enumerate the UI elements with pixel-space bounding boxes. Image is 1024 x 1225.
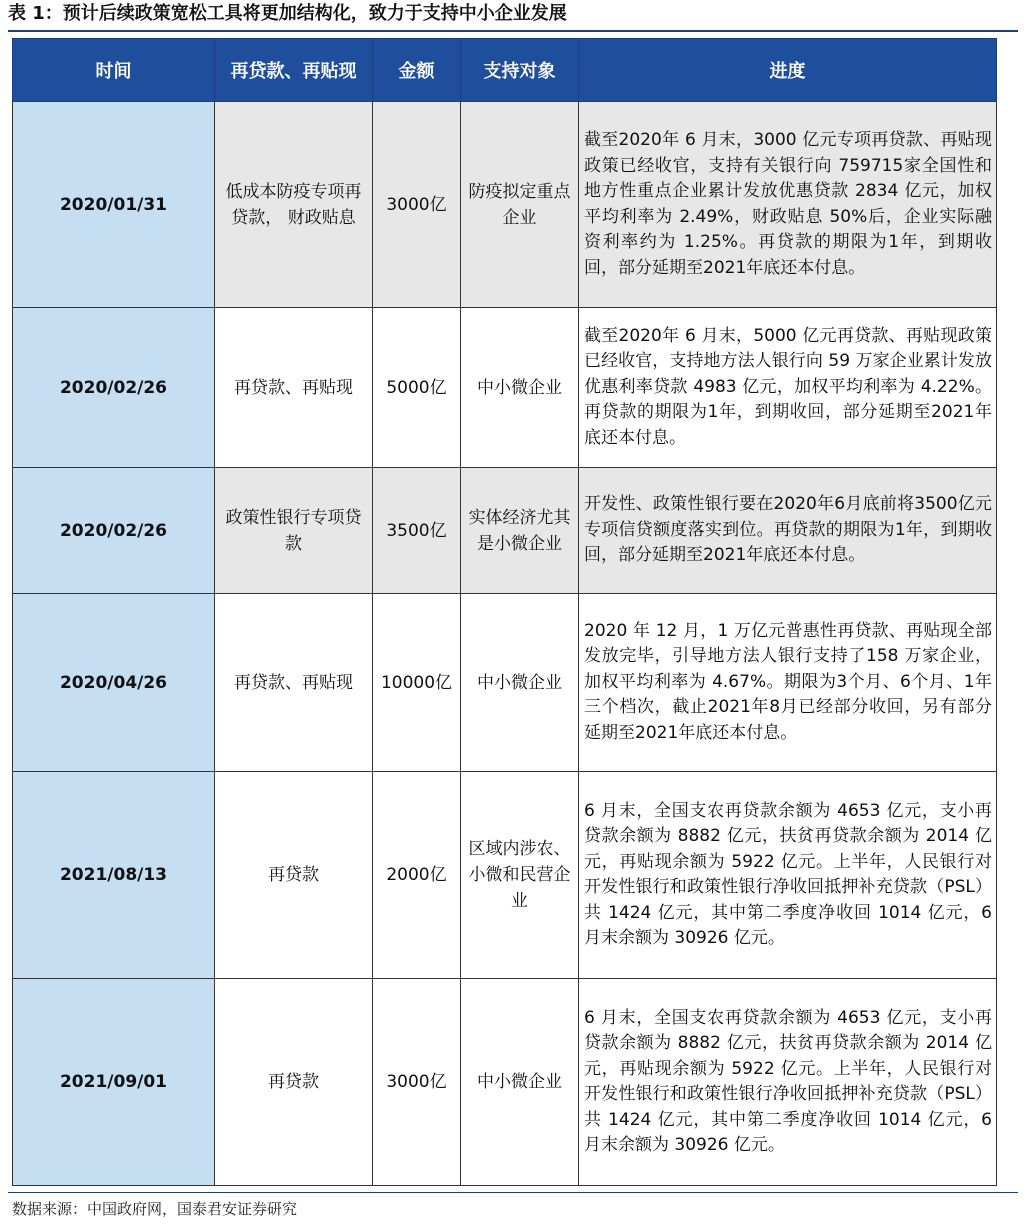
tool-cell: 再贷款、再贴现 xyxy=(215,594,373,772)
date-cell: 2020/04/26 xyxy=(13,594,215,772)
header-tool: 再贷款、再贴现 xyxy=(215,39,373,102)
progress-cell: 截至2020年 6 月末，3000 亿元专项再贷款、再贴现政策已经收官，支持有关银行向 759715家全国性和地方性重点企业累计发放优惠贷款 2834 亿元，加权平均利率为 2.49%，财政贴息 50%后，企业实际融资利率约为 1.25%。再贷款的期限为1年，到期收回，部分延期至2021年底还本付息。 xyxy=(579,102,997,308)
target-cell: 中小微企业 xyxy=(461,308,579,468)
progress-cell: 6 月末，全国支农再贷款余额为 4653 亿元，支小再贷款余额为 8882 亿元，扶贫再贷款余额为 2014 亿元，再贴现余额为 5922 亿元。上半年，人民银行对开发性银行和政策性银行净收回抵押补充贷款（PSL）共 1424 亿元，其中第二季度净收回 1014 亿元，6 月末余额为 30926 亿元。 xyxy=(579,979,997,1186)
date-cell: 2020/02/26 xyxy=(13,468,215,594)
date-cell: 2021/09/01 xyxy=(13,979,215,1186)
amount-cell: 3000亿 xyxy=(373,979,461,1186)
header-amount: 金额 xyxy=(373,39,461,102)
table-row xyxy=(13,102,997,308)
date-cell: 2021/08/13 xyxy=(13,772,215,979)
policy-table xyxy=(12,38,997,1186)
tool-cell: 再贷款 xyxy=(215,772,373,979)
tool-cell: 再贷款、再贴现 xyxy=(215,308,373,468)
table-row xyxy=(13,772,997,979)
header-target: 支持对象 xyxy=(461,39,579,102)
amount-cell: 3500亿 xyxy=(373,468,461,594)
amount-cell: 5000亿 xyxy=(373,308,461,468)
date-cell: 2020/02/26 xyxy=(13,308,215,468)
table-row xyxy=(13,979,997,1186)
progress-cell: 2020 年 12 月，1 万亿元普惠性再贷款、再贴现全部发放完毕，引导地方法人银行支持了158 万家企业，加权平均利率为 4.67%。期限为3个月、6个月、1年三个档次，截止2021年8月已经部分收回，另有部分延期至2021年底还本付息。 xyxy=(579,594,997,772)
table-row xyxy=(13,468,997,594)
target-cell: 区域内涉农、小微和民营企业 xyxy=(461,772,579,979)
table-caption: 表 1：预计后续政策宽松工具将更加结构化，致力于支持中小企业发展 xyxy=(8,3,567,24)
target-cell: 实体经济尤其是小微企业 xyxy=(461,468,579,594)
caption-divider xyxy=(8,30,1018,32)
progress-cell: 6 月末，全国支农再贷款余额为 4653 亿元，支小再贷款余额为 8882 亿元，扶贫再贷款余额为 2014 亿元，再贴现余额为 5922 亿元。上半年，人民银行对开发性银行和政策性银行净收回抵押补充贷款（PSL）共 1424 亿元，其中第二季度净收回 1014 亿元，6 月末余额为 30926 亿元。 xyxy=(579,772,997,979)
progress-cell: 开发性、政策性银行要在2020年6月底前将3500亿元专项信贷额度落实到位。再贷款的期限为1年，到期收回，部分延期至2021年底还本付息。 xyxy=(579,468,997,594)
progress-cell: 截至2020年 6 月末，5000 亿元再贷款、再贴现政策已经收官，支持地方法人银行向 59 万家企业累计发放优惠利率贷款 4983 亿元，加权平均利率为 4.22%。再贷款的期限为1年，到期收回，部分延期至2021年底还本付息。 xyxy=(579,308,997,468)
header-time: 时间 xyxy=(13,39,215,102)
header-progress: 进度 xyxy=(579,39,997,102)
header-row xyxy=(13,39,997,102)
tool-cell: 低成本防疫专项再贷款， 财政贴息 xyxy=(215,102,373,308)
target-cell: 中小微企业 xyxy=(461,594,579,772)
target-cell: 中小微企业 xyxy=(461,979,579,1186)
target-cell: 防疫拟定重点企业 xyxy=(461,102,579,308)
table-row xyxy=(13,594,997,772)
tool-cell: 再贷款 xyxy=(215,979,373,1186)
source-divider xyxy=(8,1192,1018,1193)
amount-cell: 10000亿 xyxy=(373,594,461,772)
amount-cell: 2000亿 xyxy=(373,772,461,979)
date-cell: 2020/01/31 xyxy=(13,102,215,308)
tool-cell: 政策性银行专项贷款 xyxy=(215,468,373,594)
amount-cell: 3000亿 xyxy=(373,102,461,308)
table-row xyxy=(13,308,997,468)
data-source-note: 数据来源：中国政府网，国泰君安证券研究 xyxy=(12,1200,298,1218)
